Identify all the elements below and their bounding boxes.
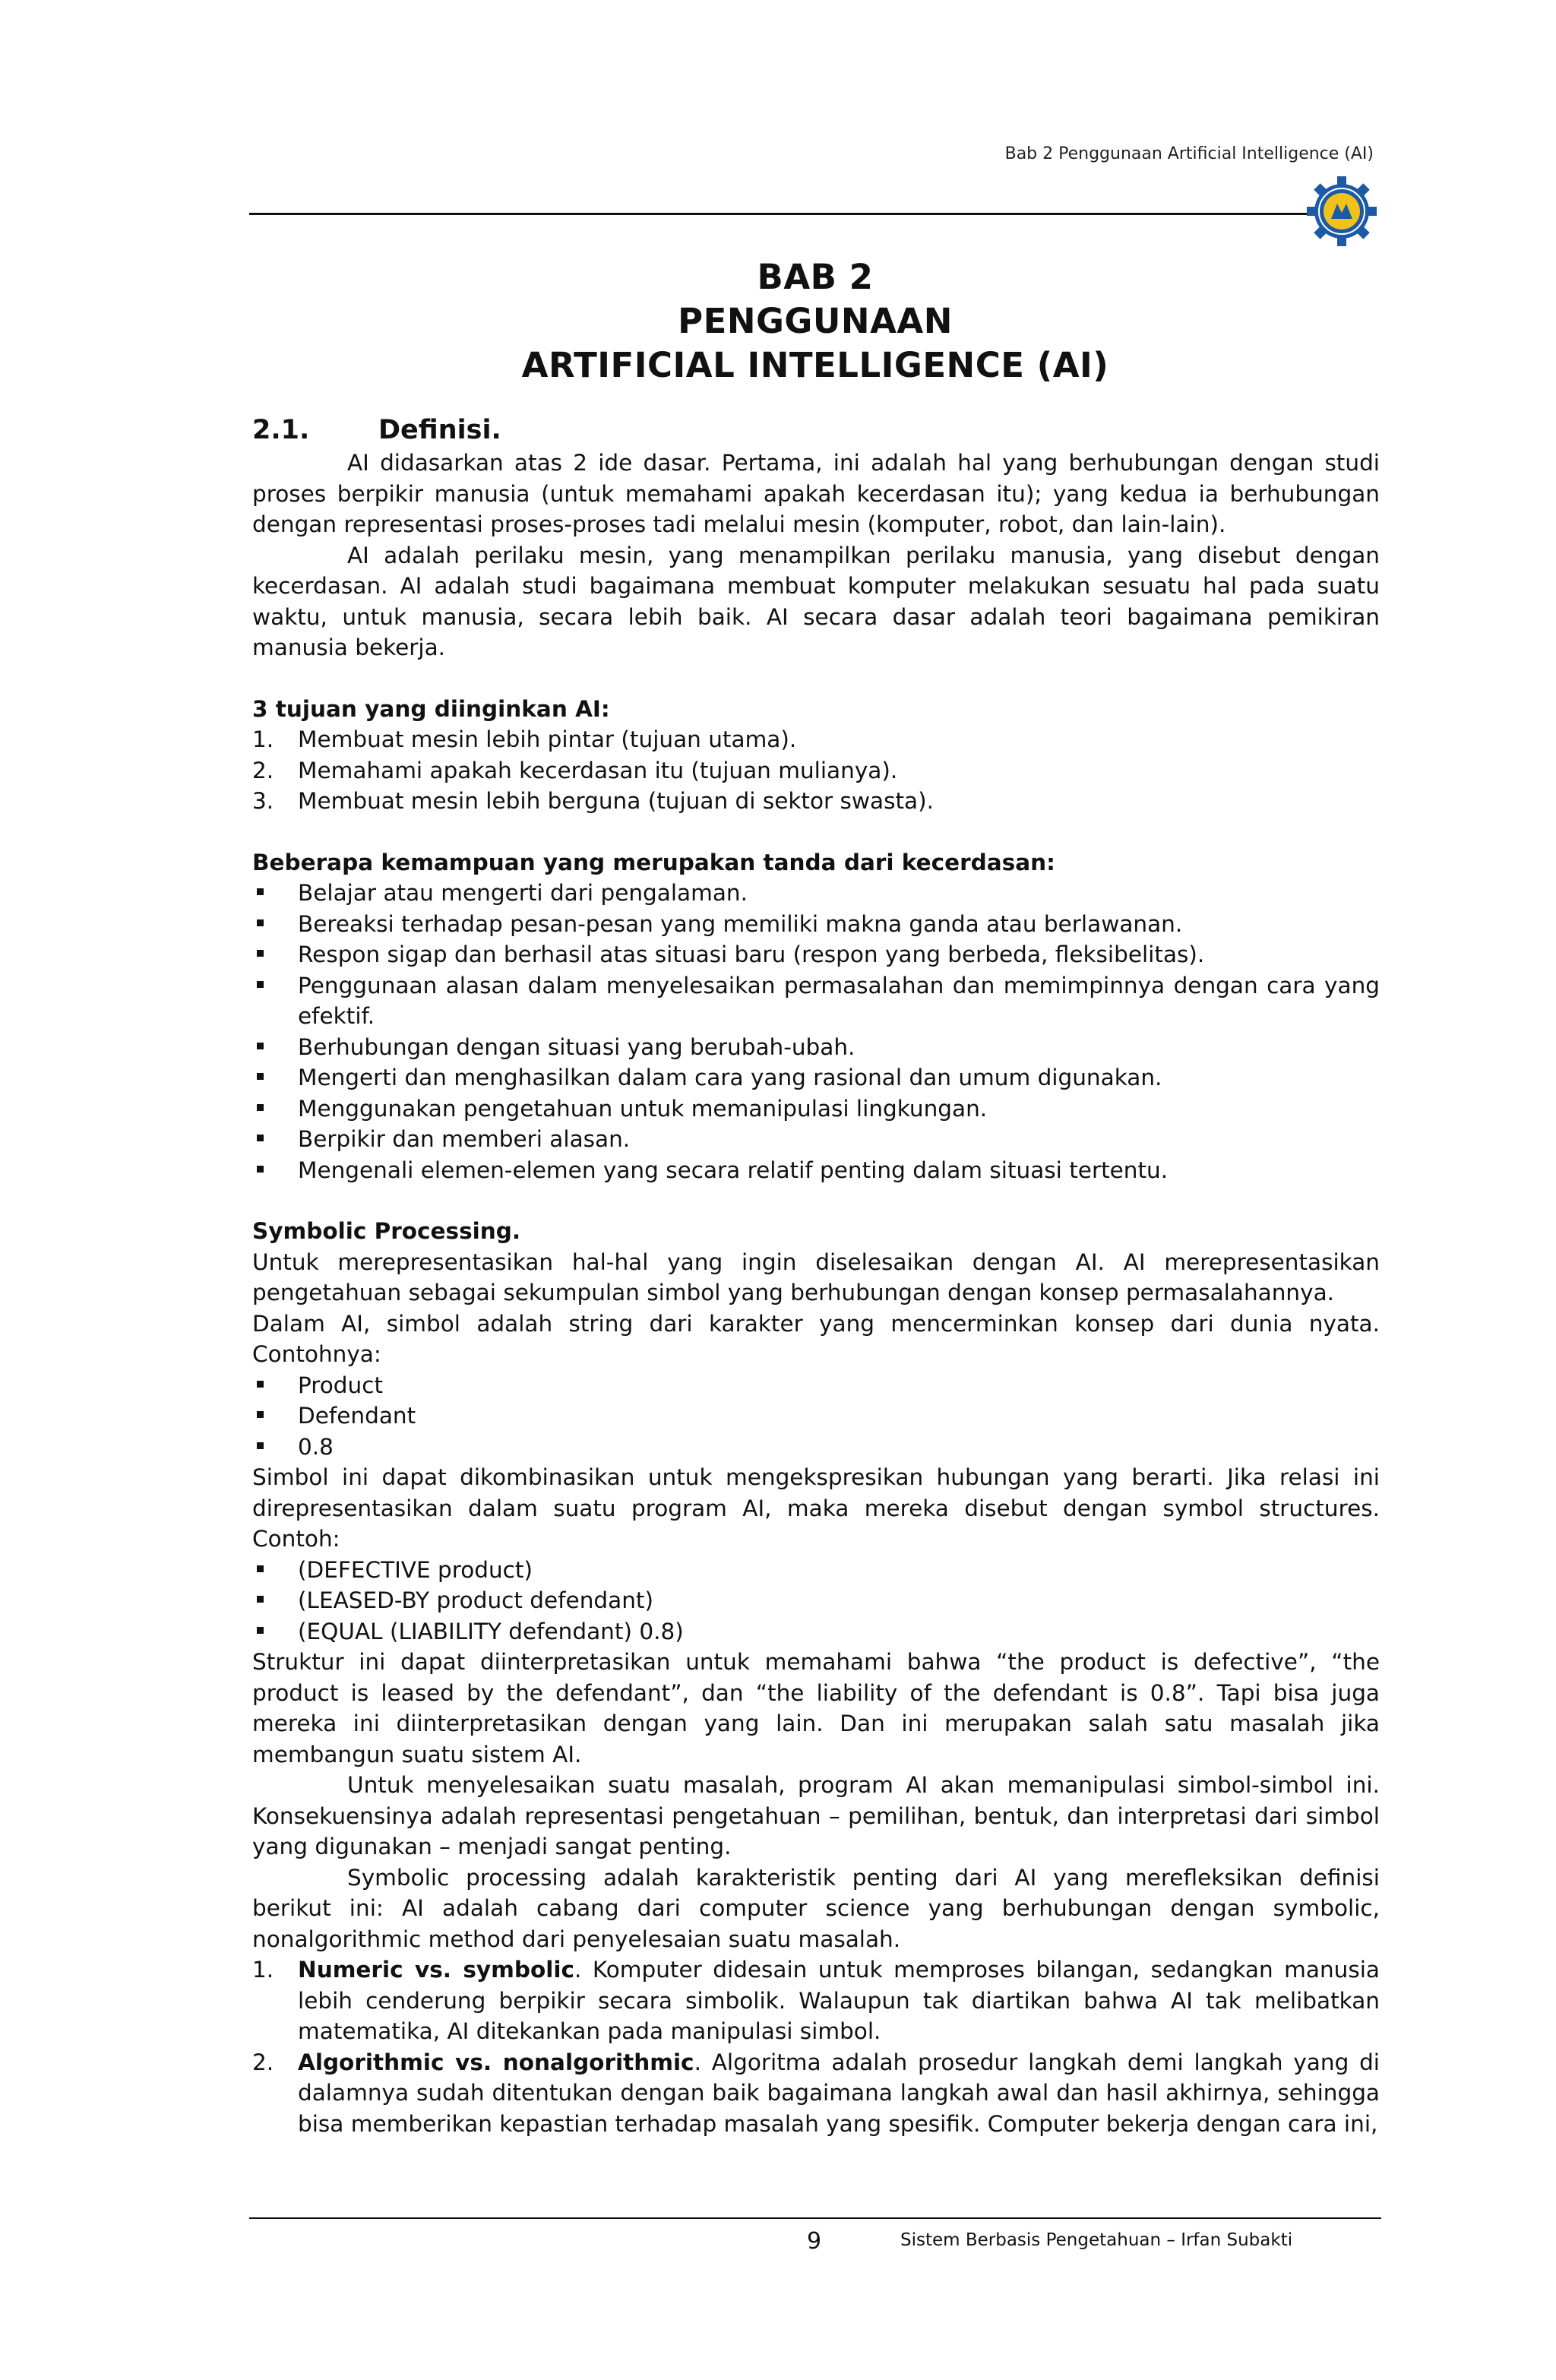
list-item-description: . Algoritma adalah prosedur langkah demi langkah yang di dalamnya sudah ditentukan dengan baik bagaimana langkah awal dan hasil akhirnya, sehingga bisa memberikan kepastian terhadap masalah yang spesifik. Computer bekerja dengan cara ini,	[298, 2049, 1380, 2137]
square-bullet-icon	[252, 878, 298, 909]
list-item	[252, 1616, 1380, 1647]
list-item-text: Berpikir dan memberi alasan.	[298, 1126, 631, 1152]
list-item	[252, 724, 1380, 755]
list-item-text: (EQUAL (LIABILITY defendant) 0.8)	[298, 1618, 684, 1644]
chapter-title-line-3: ARTIFICIAL INTELLIGENCE (AI)	[521, 345, 1109, 385]
list-item-text	[298, 2047, 1380, 2140]
list-item-text: Bereaksi terhadap pesan-pesan yang memiliki makna ganda atau berlawanan.	[298, 910, 1183, 937]
square-bullet-icon	[252, 1032, 298, 1063]
list-item-text: (LEASED-BY product defendant)	[298, 1587, 653, 1613]
list-item-text: 0.8	[298, 1433, 334, 1460]
list-item	[252, 2047, 1380, 2140]
list-item-text: Menggunakan pengetahuan untuk memanipulasi lingkungan.	[298, 1095, 988, 1122]
list-item-term: Numeric vs. symbolic	[298, 1957, 574, 1983]
list-item-description: . Komputer didesain untuk memproses bilangan, sedangkan manusia lebih cenderung berpikir secara simbolik. Walaupun tak diartikan bahwa AI tak melibatkan matematika, AI ditekankan pada manipulasi simbol.	[298, 1957, 1380, 2044]
symbolic-heading: Symbolic Processing.	[252, 1218, 521, 1244]
list-item	[252, 755, 1380, 786]
list-number: 2.	[252, 2049, 274, 2075]
list-item	[252, 970, 1380, 1032]
running-header: Bab 2 Penggunaan Artificial Intelligence (AI)	[1004, 144, 1374, 163]
list-number: 2.	[252, 757, 274, 783]
list-item	[252, 786, 1380, 817]
chapter-number: BAB 2	[757, 257, 874, 297]
symbol-examples-list	[252, 1370, 1380, 1463]
header-rule	[249, 213, 1313, 215]
list-item	[252, 1555, 1380, 1586]
paragraph: Simbol ini dapat dikombinasikan untuk mengekspresikan hubungan yang berarti. Jika relasi ini direpresentasikan dalam suatu program AI, maka mereka disebut dengan symbol structures. Contoh:	[252, 1464, 1380, 1552]
list-item-text: (DEFECTIVE product)	[298, 1556, 533, 1583]
square-bullet-icon	[252, 1124, 298, 1155]
chapter-title	[249, 255, 1381, 388]
list-item-term: Algorithmic vs. nonalgorithmic	[298, 2049, 694, 2075]
list-item	[252, 1062, 1380, 1093]
square-bullet-icon	[252, 970, 298, 1032]
paragraph: AI adalah perilaku mesin, yang menampilkan perilaku manusia, yang disebut dengan kecerdasan. AI adalah studi bagaimana membuat komputer melakukan sesuatu hal pada suatu waktu, untuk manusia, secara lebih baik. AI secara dasar adalah teori bagaimana pemikiran manusia bekerja.	[252, 542, 1380, 660]
list-item-text: Membuat mesin lebih pintar (tujuan utama).	[298, 726, 797, 752]
list-item	[252, 1155, 1380, 1186]
square-bullet-icon	[252, 1370, 298, 1401]
list-item-text: Defendant	[298, 1403, 416, 1429]
comparison-list	[252, 1954, 1380, 2139]
institution-gear-logo-icon	[1304, 173, 1380, 249]
list-item-text: Berhubungan dengan situasi yang berubah-ubah.	[298, 1033, 855, 1060]
square-bullet-icon	[252, 939, 298, 970]
paragraph: Struktur ini dapat diinterpretasikan untuk memahami bahwa “the product is defective”, “the product is leased by the defendant”, dan “the liability of the defendant is 0.8”. Tapi bisa juga mereka ini diinterpretasikan dengan yang lain. Dan ini merupakan salah satu masalah jika membangun suatu sistem AI.	[252, 1649, 1380, 1768]
square-bullet-icon	[252, 1093, 298, 1125]
list-item-text: Membuat mesin lebih berguna (tujuan di sektor swasta).	[298, 788, 935, 814]
list-number: 1.	[252, 1957, 274, 1983]
list-item	[252, 1093, 1380, 1125]
list-item	[252, 1370, 1380, 1401]
square-bullet-icon	[252, 1155, 298, 1186]
goals-list	[252, 724, 1380, 817]
list-item-text: Mengenali elemen-elemen yang secara relatif penting dalam situasi tertentu.	[298, 1157, 1169, 1183]
paragraph: Symbolic processing adalah karakteristik penting dari AI yang merefleksikan definisi berikut ini: AI adalah cabang dari computer science yang berhubungan dengan symbolic, nonalgorithmic method dari penyelesaian suatu masalah.	[252, 1864, 1380, 1952]
list-item-text: Product	[298, 1372, 384, 1398]
paragraph: Untuk merepresentasikan hal-hal yang ingin diselesaikan dengan AI. AI merepresentasikan pengetahuan sebagai sekumpulan simbol yang berhubungan dengan konsep permasalahannya.	[252, 1249, 1380, 1306]
section-title: Definisi.	[378, 415, 501, 445]
section-number: 2.1.	[252, 415, 310, 445]
list-item-text: Belajar atau mengerti dari pengalaman.	[298, 880, 748, 906]
footer-rule	[249, 2217, 1381, 2219]
list-item	[252, 1432, 1380, 1463]
page-number: 9	[807, 2228, 822, 2255]
goals-heading: 3 tujuan yang diinginkan AI:	[252, 695, 610, 722]
section-heading	[252, 414, 1380, 446]
paragraph: AI didasarkan atas 2 ide dasar. Pertama, ini adalah hal yang berhubungan dengan studi proses berpikir manusia (untuk memahami apakah kecerdasan itu); yang kedua ia berhubungan dengan representasi proses-proses tadi melalui mesin (komputer, robot, dan lain-lain).	[252, 450, 1380, 537]
list-item	[252, 1585, 1380, 1616]
abilities-heading: Beberapa kemampuan yang merupakan tanda dari kecerdasan:	[252, 849, 1055, 875]
square-bullet-icon	[252, 909, 298, 940]
list-item-text: Penggunaan alasan dalam menyelesaikan permasalahan dan memimpinnya dengan cara yang efektif.	[298, 972, 1380, 1029]
list-item-text: Mengerti dan menghasilkan dalam cara yang rasional dan umum digunakan.	[298, 1065, 1162, 1090]
list-item	[252, 1954, 1380, 2047]
list-item	[252, 1400, 1380, 1432]
list-item	[252, 1032, 1380, 1063]
square-bullet-icon	[252, 1616, 298, 1647]
list-item-text	[298, 1954, 1380, 2047]
square-bullet-icon	[252, 1432, 298, 1463]
list-number: 3.	[252, 788, 274, 814]
list-item-text: Respon sigap dan berhasil atas situasi baru (respon yang berbeda, fleksibelitas).	[298, 942, 1205, 967]
square-bullet-icon	[252, 1555, 298, 1586]
list-item	[252, 878, 1380, 909]
list-item	[252, 939, 1380, 970]
list-item-text: Memahami apakah kecerdasan itu (tujuan mulianya).	[298, 757, 898, 783]
list-item	[252, 1124, 1380, 1155]
square-bullet-icon	[252, 1585, 298, 1616]
abilities-list	[252, 878, 1380, 1185]
running-footer: Sistem Berbasis Pengetahuan – Irfan Subakti	[900, 2230, 1293, 2250]
square-bullet-icon	[252, 1400, 298, 1432]
list-number: 1.	[252, 726, 274, 752]
symbol-structures-list	[252, 1555, 1380, 1647]
body-content	[252, 414, 1380, 2139]
list-item	[252, 909, 1380, 940]
paragraph: Dalam AI, simbol adalah string dari karakter yang mencerminkan konsep dari dunia nyata. Contohnya:	[252, 1310, 1380, 1367]
paragraph: Untuk menyelesaikan suatu masalah, program AI akan memanipulasi simbol-simbol ini. Konsekuensinya adalah representasi pengetahuan – pemilihan, bentuk, dan interpretasi dari simbol yang digunakan – menjadi sangat penting.	[252, 1772, 1380, 1859]
chapter-title-line-2: PENGGUNAAN	[678, 301, 953, 341]
square-bullet-icon	[252, 1062, 298, 1093]
